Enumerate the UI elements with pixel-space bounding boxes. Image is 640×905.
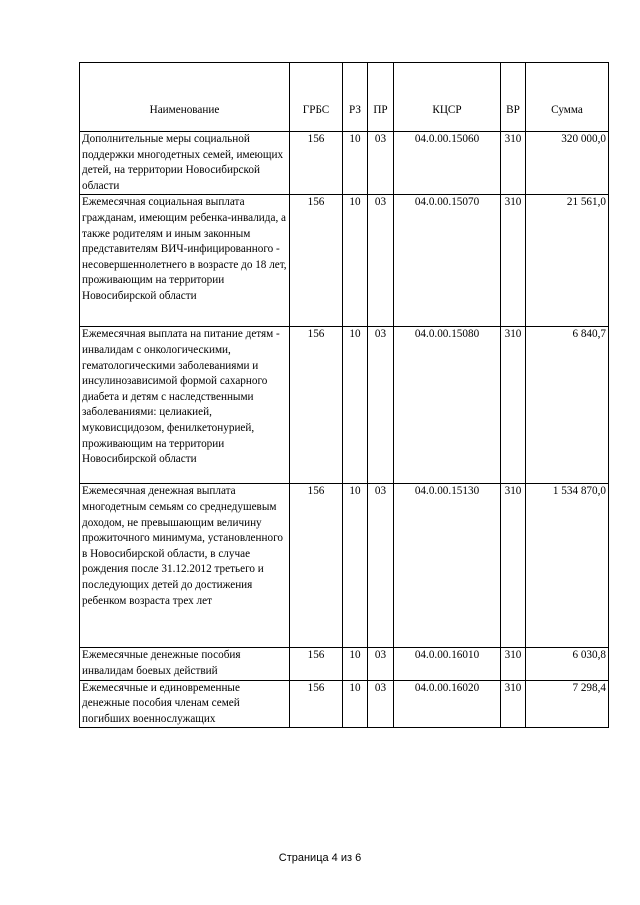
cell-grbs: 156 xyxy=(290,132,343,195)
cell-pr: 03 xyxy=(368,195,394,327)
table-row xyxy=(80,680,609,728)
header-pr: ПР xyxy=(368,63,394,132)
table-row xyxy=(80,484,609,648)
cell-sum: 6 030,8 xyxy=(526,648,609,680)
cell-name: Ежемесячные и единовременные денежные пособия членам семей погибших военнослужащих xyxy=(80,680,290,728)
cell-rz: 10 xyxy=(343,132,368,195)
cell-vr: 310 xyxy=(501,648,526,680)
cell-name: Дополнительные меры социальной поддержки многодетных семей, имеющих детей, на территории Новосибирской области xyxy=(80,132,290,195)
cell-pr: 03 xyxy=(368,484,394,648)
cell-pr: 03 xyxy=(368,132,394,195)
cell-pr: 03 xyxy=(368,680,394,728)
cell-sum: 1 534 870,0 xyxy=(526,484,609,648)
cell-vr: 310 xyxy=(501,680,526,728)
cell-vr: 310 xyxy=(501,195,526,327)
cell-name: Ежемесячная денежная выплата многодетным семьям со среднедушевым доходом, не превышающим величину прожиточного минимума, установленного в Новосибирской области, в случае рождения после 31.12.2012 третьего и последующих детей до достижения ребенком возраста трех лет xyxy=(80,484,290,648)
cell-kcsr: 04.0.00.16020 xyxy=(394,680,501,728)
cell-rz: 10 xyxy=(343,195,368,327)
cell-sum: 7 298,4 xyxy=(526,680,609,728)
table-row xyxy=(80,327,609,484)
cell-rz: 10 xyxy=(343,484,368,648)
table-row xyxy=(80,195,609,327)
budget-table xyxy=(79,62,609,728)
table-row xyxy=(80,132,609,195)
page-number: Страница 4 из 6 xyxy=(278,852,362,864)
cell-kcsr: 04.0.00.15060 xyxy=(394,132,501,195)
table-row xyxy=(80,648,609,680)
cell-sum: 6 840,7 xyxy=(526,327,609,484)
cell-rz: 10 xyxy=(343,680,368,728)
header-name: Наименование xyxy=(80,63,290,132)
header-vr: ВР xyxy=(501,63,526,132)
cell-name: Ежемесячная выплата на питание детям - инвалидам с онкологическими, гематологическими заболеваниями и инсулинозависимой формой сахарного диабета и детям с наследственными заболеваниями: целиакией, муковисцидозом, фенилкетонурией, проживающим на территории Новосибирской области xyxy=(80,327,290,484)
cell-grbs: 156 xyxy=(290,648,343,680)
cell-name: Ежемесячные денежные пособия инвалидам боевых действий xyxy=(80,648,290,680)
cell-kcsr: 04.0.00.15080 xyxy=(394,327,501,484)
header-row xyxy=(80,63,609,132)
cell-grbs: 156 xyxy=(290,327,343,484)
cell-sum: 320 000,0 xyxy=(526,132,609,195)
cell-pr: 03 xyxy=(368,648,394,680)
cell-vr: 310 xyxy=(501,327,526,484)
cell-kcsr: 04.0.00.16010 xyxy=(394,648,501,680)
cell-rz: 10 xyxy=(343,327,368,484)
cell-grbs: 156 xyxy=(290,680,343,728)
cell-kcsr: 04.0.00.15130 xyxy=(394,484,501,648)
header-kcsr: КЦСР xyxy=(394,63,501,132)
header-rz: РЗ xyxy=(343,63,368,132)
cell-name: Ежемесячная социальная выплата гражданам, имеющим ребенка-инвалида, а также родителям и иным законным представителям ВИЧ-инфицированного - несовершеннолетнего в возрасте до 18 лет, проживающим на территории Новосибирской области xyxy=(80,195,290,327)
cell-vr: 310 xyxy=(501,132,526,195)
cell-pr: 03 xyxy=(368,327,394,484)
cell-rz: 10 xyxy=(343,648,368,680)
cell-grbs: 156 xyxy=(290,484,343,648)
header-grbs: ГРБС xyxy=(290,63,343,132)
cell-sum: 21 561,0 xyxy=(526,195,609,327)
cell-grbs: 156 xyxy=(290,195,343,327)
cell-vr: 310 xyxy=(501,484,526,648)
header-sum: Сумма xyxy=(526,63,609,132)
cell-kcsr: 04.0.00.15070 xyxy=(394,195,501,327)
